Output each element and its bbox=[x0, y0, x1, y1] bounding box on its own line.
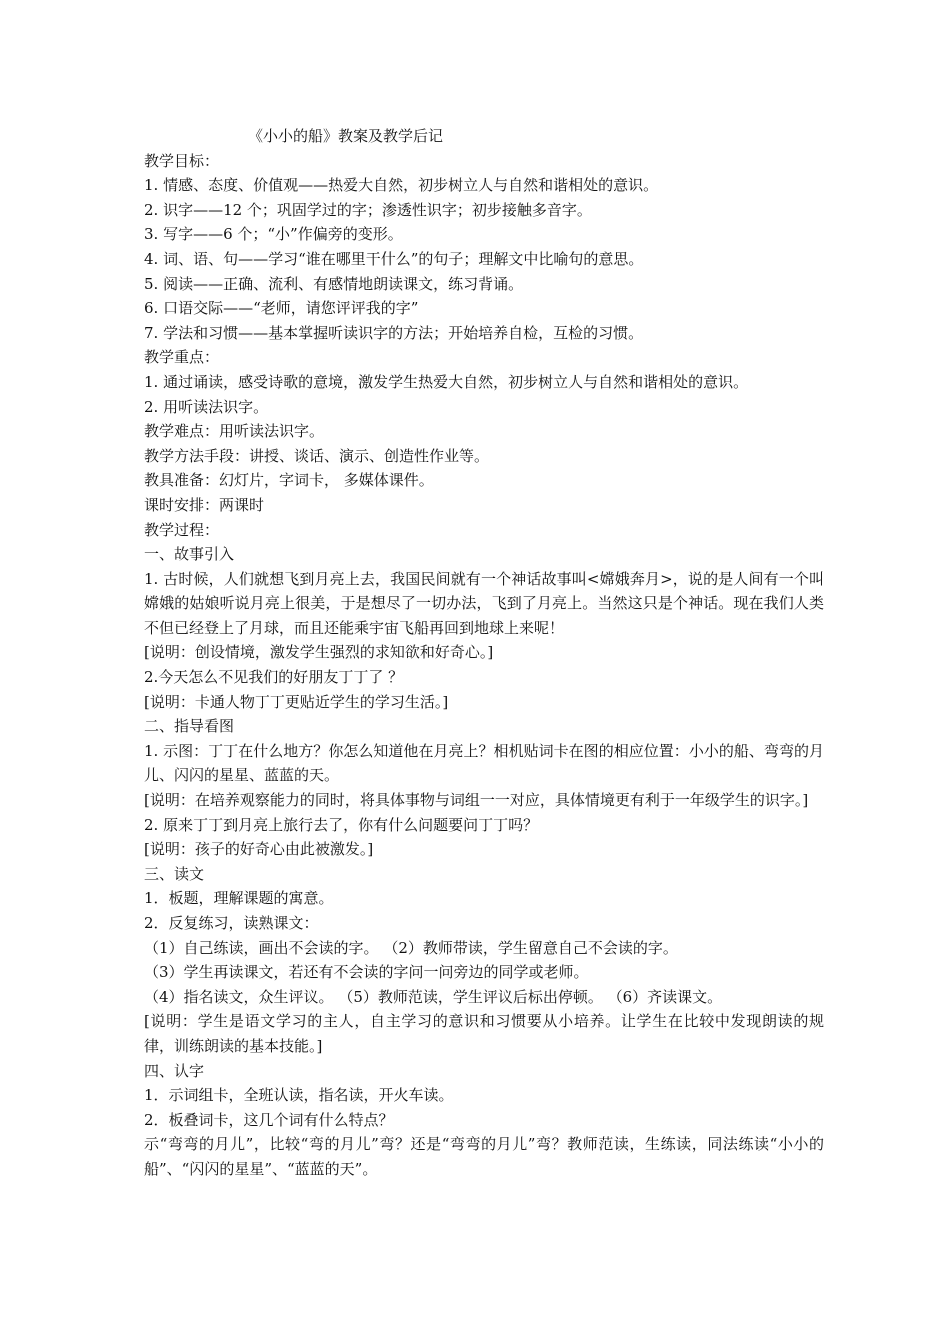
class-hours: 课时安排：两课时 bbox=[144, 495, 265, 514]
teaching-aids: 教具准备：幻灯片，字词卡， 多媒体课件。 bbox=[144, 471, 434, 490]
document-title: 《小小的船》教案及教学后记 bbox=[248, 127, 444, 145]
objective-6: 6. 口语交际——“老师，请您评评我的字” bbox=[144, 299, 419, 318]
key-point-1: 1. 通过诵读，感受诗歌的意境，激发学生热爱大自然，初步树立人与自然和谐相处的意识。 bbox=[144, 372, 749, 391]
section-3-item-1: 1．板题，理解课题的寓意。 bbox=[144, 889, 334, 908]
objective-2: 2. 识字——12 个；巩固学过的字；渗透性识字；初步接触多音字。 bbox=[144, 200, 592, 219]
objective-7: 7. 学法和习惯——基本掌握听读识字的方法；开始培养自检，互检的习惯。 bbox=[144, 323, 644, 342]
heading-key-points: 教学重点： bbox=[144, 348, 220, 367]
section-2-note-1: [说明：在培养观察能力的同时，将具体事物与词组一一对应，具体情境更有利于一年级学生的识字。] bbox=[144, 791, 809, 810]
objective-4: 4. 词、语、句——学习“谁在哪里干什么”的句子；理解文中比喻句的意思。 bbox=[144, 249, 644, 268]
section-3-step-1-2: （1）自己练读，画出不会读的字。 （2）教师带读，学生留意自己不会读的字。 bbox=[144, 938, 678, 957]
objective-3: 3. 写字——6 个；“小”作偏旁的变形。 bbox=[144, 225, 403, 244]
lesson-plan-document bbox=[144, 124, 824, 1182]
section-3-note: [说明：学生是语文学习的主人，自主学习的意识和习惯要从小培养。让学生在比较中发现朗读的规律，训练朗读的基本技能。] bbox=[144, 1012, 824, 1055]
section-2-paragraph-2: 2. 原来丁丁到月亮上旅行去了，你有什么问题要问丁丁吗？ bbox=[144, 815, 539, 834]
heading-objectives: 教学目标： bbox=[144, 151, 220, 170]
section-1-note-1: [说明：创设情境，激发学生强烈的求知欲和好奇心。] bbox=[144, 643, 494, 662]
section-1-note-2: [说明：卡通人物丁丁更贴近学生的学习生活。] bbox=[144, 692, 449, 711]
section-3-item-2: 2．反复练习，读熟课文： bbox=[144, 914, 319, 932]
section-2-paragraph-1: 1. 示图：丁丁在什么地方？你怎么知道他在月亮上？相机贴词卡在图的相应位置：小小的船、弯弯的月儿、闪闪的星星、蓝蓝的天。 bbox=[144, 741, 824, 785]
objective-1: 1. 情感、态度、价值观——热爱大自然，初步树立人与自然和谐相处的意识。 bbox=[144, 176, 659, 195]
difficulty: 教学难点：用听读法识字。 bbox=[144, 422, 325, 441]
section-1-heading: 一、故事引入 bbox=[144, 545, 235, 564]
heading-process: 教学过程： bbox=[144, 520, 220, 539]
section-4-item-2: 2．板叠词卡，这几个词有什么特点？ bbox=[144, 1110, 394, 1129]
section-3-step-3: （3）学生再读课文，若还有不会读的字问一问旁边的同学或老师。 bbox=[144, 963, 589, 982]
section-3-step-4-6: （4）指名读文，众生评议。 （5）教师范读，学生评议后标出停顿。 （6）齐读课文。 bbox=[144, 987, 723, 1006]
section-4-item-1: 1．示词组卡，全班认读，指名读，开火车读。 bbox=[144, 1086, 454, 1105]
section-4-heading: 四、认字 bbox=[144, 1061, 205, 1080]
teaching-methods: 教学方法手段：讲授、谈话、演示、创造性作业等。 bbox=[144, 446, 490, 465]
section-4-paragraph: 示“弯弯的月儿”，比较“弯的月儿”弯？还是“弯弯的月儿”弯？教师范读，生练读，同法练读“小小的船”、“闪闪的星星”、“蓝蓝的天”。 bbox=[144, 1135, 824, 1178]
objective-5: 5. 阅读——正确、流利、有感情地朗读课文，练习背诵。 bbox=[144, 274, 524, 293]
section-1-paragraph-1: 1. 古时候，人们就想飞到月亮上去，我国民间就有一个神话故事叫<嫦娥奔月>，说的是人间有一个叫嫦娥的姑娘听说月亮上很美，于是想尽了一切办法，飞到了月亮上。当然这只是个神话。现在我们人类不但已经登上了月球，而且还能乘宇宙飞船再回到地球上来呢！ bbox=[144, 569, 824, 637]
section-1-paragraph-2: 2.今天怎么不见我们的好朋友丁丁了 ？ bbox=[144, 668, 404, 687]
key-point-2: 2. 用听读法识字。 bbox=[144, 397, 269, 416]
section-2-note-2: [说明：孩子的好奇心由此被激发。] bbox=[144, 840, 374, 859]
section-3-heading: 三、读文 bbox=[144, 864, 205, 883]
section-2-heading: 二、指导看图 bbox=[144, 717, 235, 736]
